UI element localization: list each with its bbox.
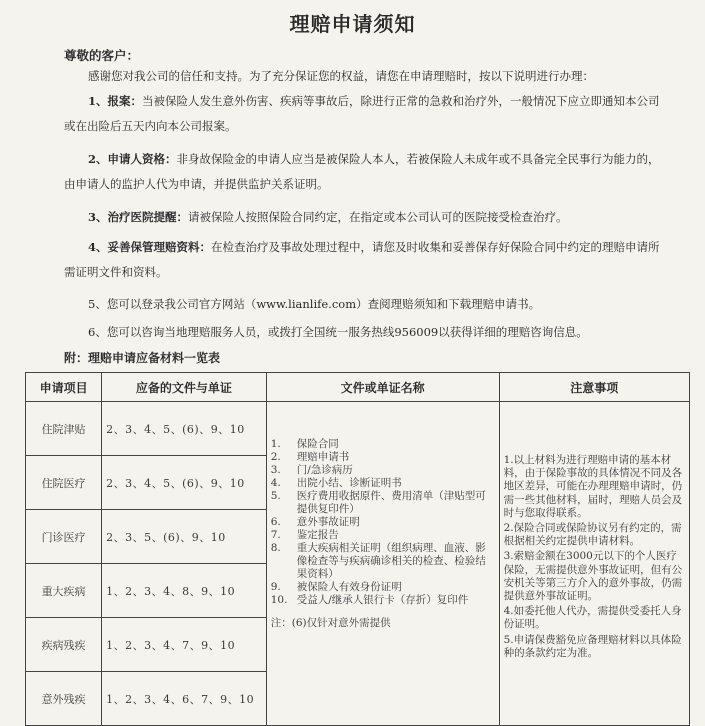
table-row <box>26 402 690 456</box>
notice-item-head: 1、报案： <box>88 94 143 108</box>
docs-cell: 2、3、4、5、(6)、9、10 <box>102 456 267 510</box>
file-name: 理赔申请书 <box>296 451 350 463</box>
list-item: 2.保险合同或保险协议另有约定的，需根据相关约定提供申请材料。 <box>503 522 682 548</box>
item-cell: 意外残疾 <box>26 672 102 726</box>
list-item: 4.如委托他人代办，需提供受委托人身份证明。 <box>503 605 682 631</box>
header-cell-docs: 应备的文件与单证 <box>102 373 267 402</box>
list-item <box>271 451 495 464</box>
file-name: 意外事故证明 <box>296 516 360 528</box>
docs-cell: 1、2、3、4、7、9、10 <box>102 618 267 672</box>
list-item <box>271 516 495 529</box>
notice-item-3 <box>64 205 664 230</box>
notes-cell <box>499 402 689 726</box>
item-cell: 住院津贴 <box>26 402 102 456</box>
notice-item-1 <box>64 89 664 139</box>
item-cell: 门诊医疗 <box>26 510 102 564</box>
list-item <box>271 438 495 451</box>
list-item: 5.申请保费豁免应备理赔材料以具体险种的条款约定为准。 <box>503 633 682 659</box>
item-cell: 住院医疗 <box>26 456 102 510</box>
file-number: 5. <box>270 490 281 502</box>
notice-item-head: 5、 <box>88 297 107 311</box>
docs-cell: 1、2、3、4、6、7、9、10 <box>102 672 267 726</box>
file-number: 6. <box>270 516 281 528</box>
file-name: 门/急诊病历 <box>296 464 353 476</box>
annex-title: 附：理赔申请应备材料一览表 <box>64 351 221 365</box>
materials-table <box>25 372 690 726</box>
file-number: 10. <box>270 594 288 606</box>
file-name: 保险合同 <box>296 438 339 450</box>
header-cell-files: 文件或单证名称 <box>266 373 499 402</box>
file-number: 3. <box>270 464 281 476</box>
intro-paragraph: 感谢您对我公司的信任和支持。为了充分保证您的权益，请您在申请理赔时，按以下说明进行办理： <box>88 69 594 83</box>
notice-item-4 <box>64 235 664 285</box>
list-item <box>271 464 495 477</box>
notice-item-text: 请被保险人按照保险合同约定，在指定或本公司认可的医院接受检查治疗。 <box>188 210 568 224</box>
notice-item-head: 4、妥善保管理赔资料： <box>88 240 212 254</box>
docs-cell: 2、3、4、5、(6)、9、10 <box>102 402 267 456</box>
file-name: 医疗费用收据原件、费用清单（津贴型可提供复印件） <box>296 490 486 515</box>
list-item: 3.索赔金额在3000元以下的个人医疗保险，无需提供意外事故证明，但有公安机关等第三方介入的意外事故，仍需提供意外事故证明。 <box>503 550 683 603</box>
list-item <box>271 490 495 516</box>
file-name: 鉴定报告 <box>296 529 339 541</box>
notice-item-text: 非身故保险金的申请人应当是被保险人本人，若被保险人未成年或不具备完全民事行为能力的，由申请人的监护人代为申请，并提供监护关系证明。 <box>64 152 660 191</box>
files-list <box>271 438 495 607</box>
header-cell-item: 申请项目 <box>26 373 102 402</box>
list-item <box>271 477 495 490</box>
file-number: 2. <box>270 451 281 463</box>
salutation: 尊敬的客户： <box>64 48 140 63</box>
notice-item-text: 您可以登录我公司官方网站（www.lianlife.com）查阅理赔须知和下载理赔申请书。 <box>106 297 541 311</box>
item-cell: 重大疾病 <box>26 564 102 618</box>
notice-item-text: 在检查治疗及事故处理过程中，请您及时收集和妥善保存好保险合同中约定的理赔申请所需证明文件和资料。 <box>64 240 660 279</box>
file-number: 9. <box>270 581 281 593</box>
list-item <box>271 529 495 542</box>
file-name: 重大疾病相关证明（组织病理、血液、影像检查等与疾病确诊相关的检查、检验结果资料） <box>296 542 486 580</box>
file-name: 受益人/继承人银行卡（存折）复印件 <box>296 594 469 606</box>
docs-cell: 1、2、3、4、8、9、10 <box>102 564 267 618</box>
file-number: 8. <box>270 542 281 554</box>
list-item <box>271 581 495 594</box>
notice-item-6 <box>64 320 664 345</box>
list-item: 1.以上材料为进行理赔申请的基本材料，由于保险事故的具体情况不同及各地区差异，可能在办理理赔申请时，仍需一些其他材料，届时，理赔人员会及时与您取得联系。 <box>503 454 683 519</box>
docs-cell: 2、3、5、(6)、9、10 <box>102 510 267 564</box>
notice-item-head: 2、申请人资格： <box>88 152 177 166</box>
file-number: 4. <box>270 477 281 489</box>
notice-item-head: 6、 <box>88 325 107 339</box>
notice-item-text: 您可以咨询当地理赔服务人员，或拨打全国统一服务热线956009以获得详细的理赔咨询信息。 <box>106 325 588 339</box>
files-cell <box>266 402 499 726</box>
file-number: 7. <box>270 529 281 541</box>
table-header-row <box>26 373 690 402</box>
file-name: 被保险人有效身份证明 <box>296 581 402 593</box>
page-title: 理赔申请须知 <box>289 12 416 36</box>
notice-item-5 <box>64 292 664 317</box>
notice-item-2 <box>64 147 664 197</box>
list-item <box>271 542 495 581</box>
header-cell-notes: 注意事项 <box>499 373 689 402</box>
notice-item-head: 3、治疗医院提醒： <box>88 210 189 224</box>
file-name: 出院小结、诊断证明书 <box>296 477 402 489</box>
notice-item-text: 当被保险人发生意外伤害、疾病等事故后，除进行正常的急救和治疗外，一般情况下应立即通知本公司或在出险后五天内向本公司报案。 <box>64 94 660 133</box>
notes-list <box>504 454 685 660</box>
files-note: 注：(6)仅针对意外需提供 <box>270 617 391 629</box>
file-number: 1. <box>270 438 281 450</box>
item-cell: 疾病残疾 <box>26 618 102 672</box>
list-item <box>271 594 495 607</box>
